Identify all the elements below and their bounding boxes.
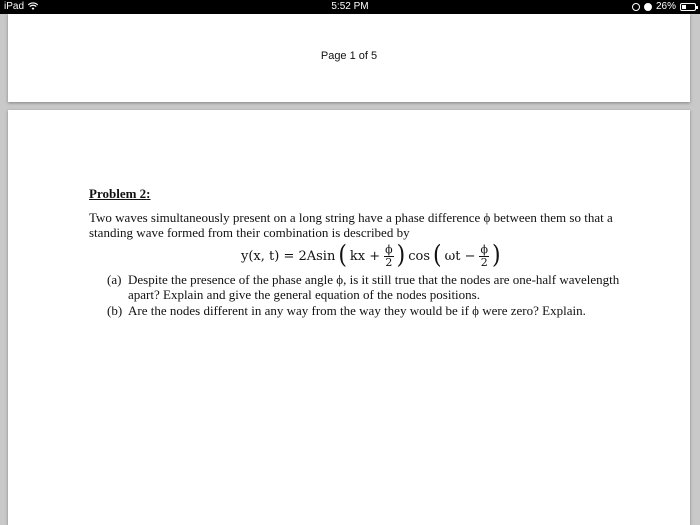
document-page-current[interactable] — [8, 110, 690, 525]
equation-fraction-2 — [479, 244, 489, 269]
equation-arg1: kx + — [349, 248, 381, 264]
problem-part-a — [107, 272, 629, 302]
battery-percent: 26% — [655, 1, 676, 12]
equation-cos: cos — [408, 248, 431, 264]
equation-paren-open: ( — [433, 241, 442, 270]
part-label: (a) — [107, 272, 122, 287]
equation-paren-close: ) — [396, 241, 406, 270]
problem-content — [89, 186, 629, 319]
fraction-denominator: 2 — [480, 255, 488, 269]
part-text: Are the nodes different in any way from the way they would be if ϕ were zero? Explain. — [128, 303, 586, 318]
status-bar — [0, 0, 700, 14]
part-text: Despite the presence of the phase angle ϕ, is it still true that the nodes are one-half wavelength apart? Explain and give the general equation of the nodes positions. — [128, 272, 620, 302]
orientation-lock-icon — [632, 3, 640, 11]
problem-title-colon: : — [146, 186, 151, 201]
problem-parts — [107, 272, 629, 318]
part-label: (b) — [107, 303, 123, 318]
problem-part-b — [107, 303, 629, 318]
status-time: 5:52 PM — [331, 1, 369, 12]
problem-title-text: Problem 2 — [89, 186, 147, 201]
equation-lhs: y(x, t) = 2Asin — [241, 248, 336, 264]
fraction-numerator: ϕ — [480, 242, 488, 256]
document-page-previous[interactable] — [8, 14, 690, 102]
problem-intro: Two waves simultaneously present on a long string have a phase difference ϕ between them so that a standing wave formed from their combination is described by — [89, 210, 613, 240]
device-name: iPad — [4, 1, 25, 12]
problem-title — [89, 186, 629, 201]
equation-paren-open: ( — [338, 241, 347, 270]
page-indicator: Page 1 of 5 — [320, 50, 378, 62]
do-not-disturb-icon — [644, 3, 652, 11]
equation-fraction-1 — [384, 244, 394, 269]
fraction-numerator: ϕ — [385, 242, 393, 256]
equation-paren-close: ) — [491, 241, 501, 270]
battery-icon — [680, 3, 696, 11]
standing-wave-equation — [239, 242, 629, 270]
fraction-denominator: 2 — [385, 255, 393, 269]
equation-arg2: ωt − — [444, 248, 476, 264]
status-right — [632, 1, 696, 12]
